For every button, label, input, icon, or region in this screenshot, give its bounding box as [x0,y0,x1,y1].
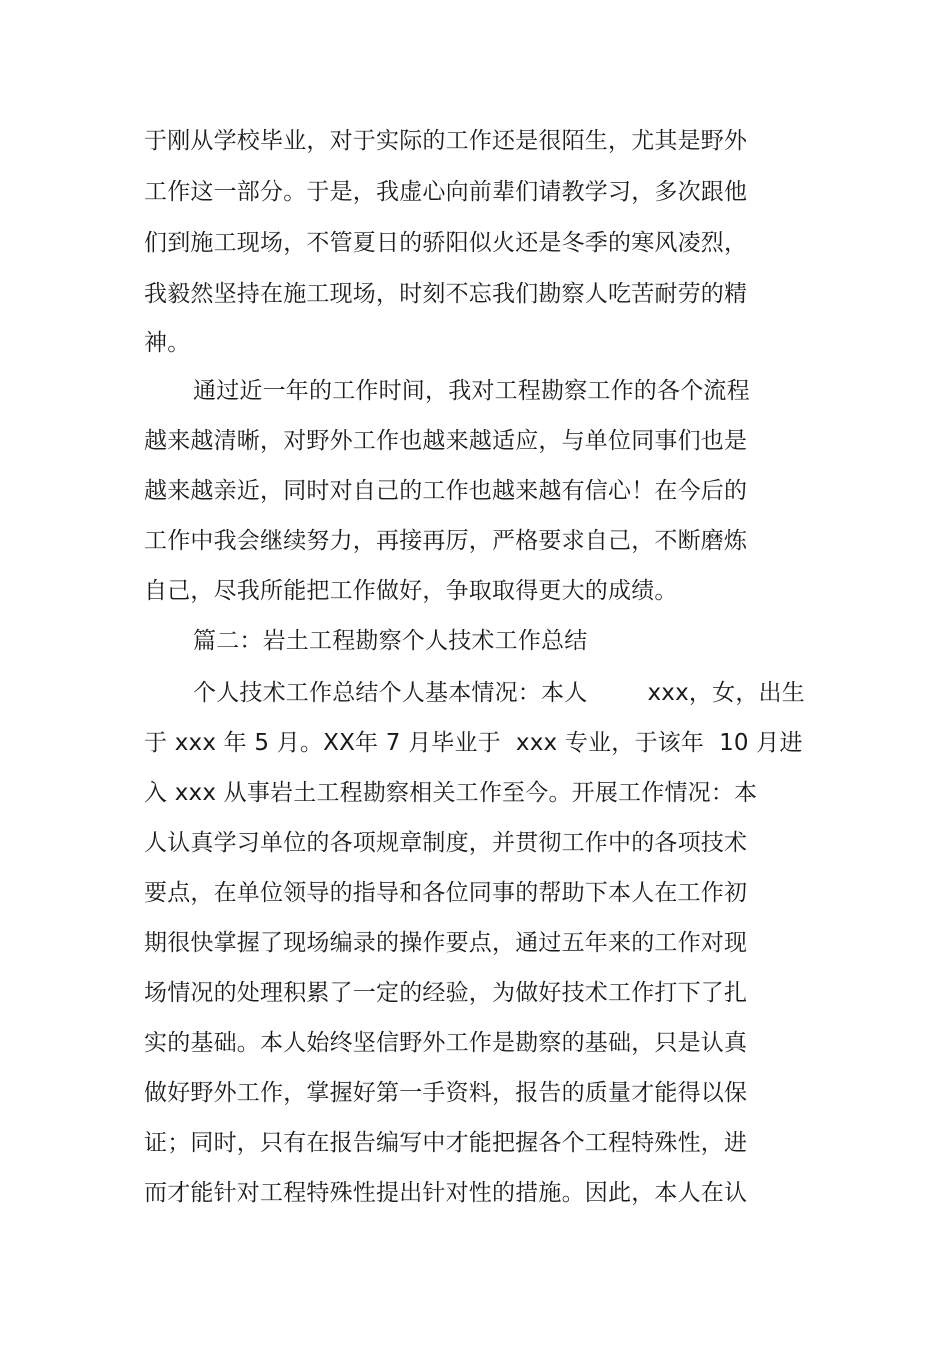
text-line: 要点，在单位领导的指导和各位同事的帮助下本人在工作初 [144,880,748,906]
text-line: 工作这一部分。于是，我虚心向前辈们请教学习，多次跟他 [144,179,748,205]
text-line: 实的基础。本人始终坚信野外工作是勘察的基础，只是认真 [144,1030,748,1056]
section-heading: 篇二：岩土工程勘察个人技术工作总结 [193,628,588,654]
text-line: 于 xxx 年 5 月。XX年 7 月毕业于 xxx 专业，于该年 10 月进 [144,730,803,756]
paragraph-start-line: 个人技术工作总结个人基本情况：本人 xxx，女，出生 [193,680,805,706]
text-line: 期很快掌握了现场编录的操作要点，通过五年来的工作对现 [144,930,748,956]
text-line: 越来越清晰，对野外工作也越来越适应，与单位同事们也是 [144,428,748,454]
text-line: 越来越亲近，同时对自己的工作也越来越有信心！在今后的 [144,478,748,504]
text-line: 而才能针对工程特殊性提出针对性的措施。因此，本人在认 [144,1180,748,1206]
text-line: 入 xxx 从事岩土工程勘察相关工作至今。开展工作情况：本 [144,780,758,806]
paragraph-start-line: 通过近一年的工作时间，我对工程勘察工作的各个流程 [193,378,750,404]
text-line: 场情况的处理积累了一定的经验，为做好技术工作打下了扎 [144,980,748,1006]
text-line: 工作中我会继续努力，再接再厉，严格要求自己，不断磨炼 [144,528,748,554]
text-line: 证；同时，只有在报告编写中才能把握各个工程特殊性，进 [144,1130,748,1156]
text-line: 人认真学习单位的各项规章制度，并贯彻工作中的各项技术 [144,830,748,856]
text-line: 神。 [144,330,191,356]
text-line: 做好野外工作，掌握好第一手资料，报告的质量才能得以保 [144,1080,748,1106]
text-line: 我毅然坚持在施工现场，时刻不忘我们勘察人吃苦耐劳的精 [144,281,748,307]
text-line: 们到施工现场，不管夏日的骄阳似火还是冬季的寒风凌烈， [144,230,748,256]
text-line: 自己，尽我所能把工作做好，争取取得更大的成绩。 [144,578,678,604]
text-line: 于刚从学校毕业，对于实际的工作还是很陌生，尤其是野外 [144,128,748,154]
